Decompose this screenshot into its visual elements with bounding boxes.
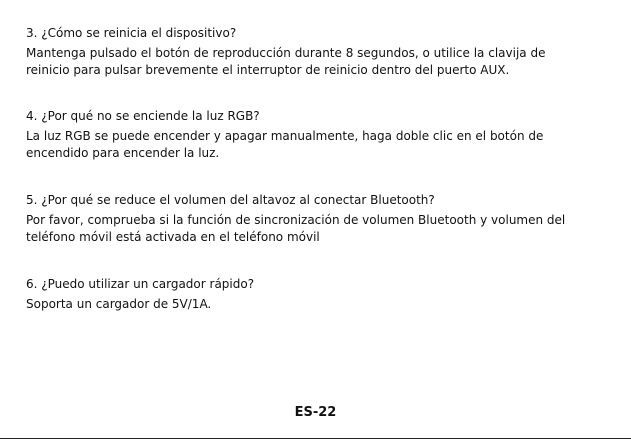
faq-question: 6. ¿Puedo utilizar un cargador rápido? bbox=[26, 277, 255, 291]
faq-answer: Soporta un cargador de 5V/1A. bbox=[26, 297, 212, 311]
faq-question: 4. ¿Por qué no se enciende la luz RGB? bbox=[26, 109, 260, 123]
bottom-divider bbox=[0, 438, 631, 439]
faq-answer: Por favor, comprueba si la función de sincronización de volumen Bluetooth y volumen del teléfono móvil está activada en el teléfono móvil bbox=[26, 213, 566, 244]
page-number: ES-22 bbox=[294, 405, 337, 420]
faq-item-bluetooth-volume bbox=[26, 192, 616, 246]
faq-item-rgb-light bbox=[26, 108, 616, 162]
faq-item-fast-charger bbox=[26, 276, 616, 313]
faq-answer: Mantenga pulsado el botón de reproducción durante 8 segundos, o utilice la clavija de reinicio para pulsar brevemente el interruptor de reinicio dentro del puerto AUX. bbox=[26, 46, 546, 77]
faq-answer: La luz RGB se puede encender y apagar manualmente, haga doble clic en el botón de encendido para encender la luz. bbox=[26, 129, 544, 160]
faq-question: 5. ¿Por qué se reduce el volumen del altavoz al conectar Bluetooth? bbox=[26, 193, 435, 207]
faq-item-reset bbox=[26, 25, 616, 79]
faq-question: 3. ¿Cómo se reinicia el dispositivo? bbox=[26, 26, 237, 40]
